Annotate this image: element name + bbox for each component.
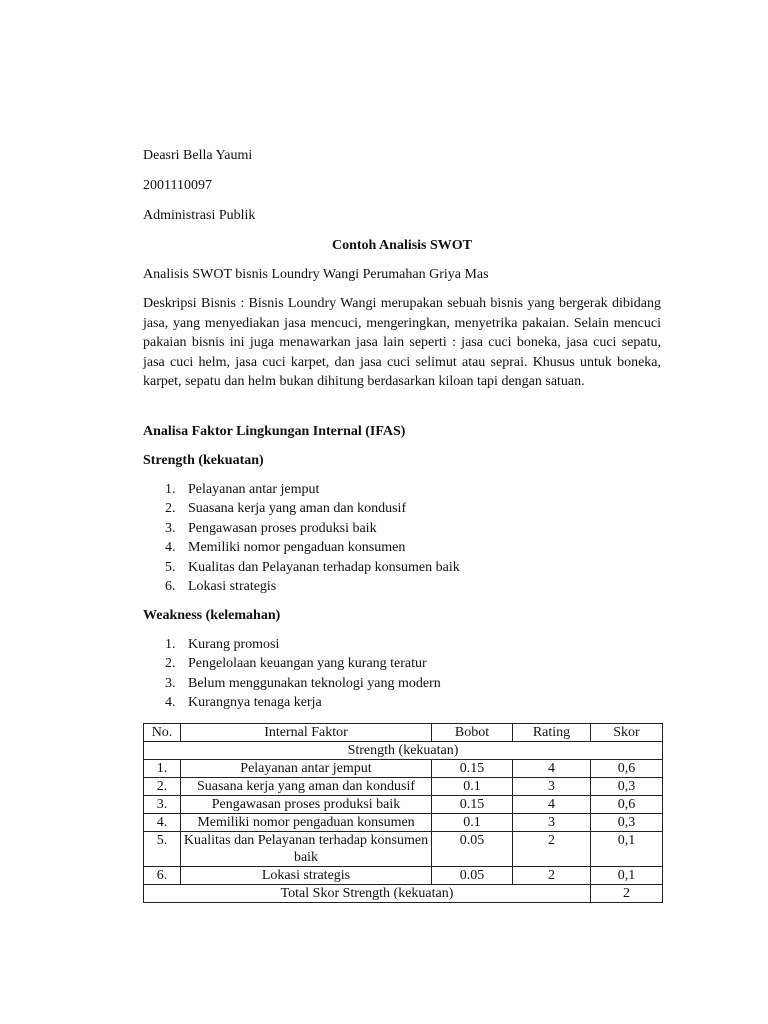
list-item: 3. Belum menggunakan teknologi yang modern (165, 675, 441, 691)
cell-bobot: 0.05 (432, 832, 513, 867)
cell-factor: Kualitas dan Pelayanan terhadap konsumen baik (181, 832, 432, 867)
list-item: 2. Suasana kerja yang aman dan kondusif (165, 501, 407, 517)
list-item: 1. Kurang promosi (165, 637, 280, 652)
list-item: 4. Kurangnya tenaga kerja (165, 695, 322, 711)
col-header-bobot: Bobot (432, 724, 513, 742)
col-header-no: No. (144, 724, 181, 742)
table-row (144, 814, 663, 832)
table-header-row (144, 724, 663, 742)
col-header-rating: Rating (513, 724, 591, 742)
ifas-table (143, 723, 663, 903)
col-header-factor: Internal Faktor (181, 724, 432, 742)
cell-factor: Memiliki nomor pengaduan konsumen (181, 814, 432, 832)
cell-rating: 2 (513, 867, 591, 885)
cell-no: 5. (144, 832, 181, 867)
cell-skor: 0,1 (591, 867, 663, 885)
cell-no: 6. (144, 867, 181, 885)
table-row (144, 867, 663, 885)
table-row (144, 832, 663, 867)
table-section-row (144, 742, 663, 760)
business-description: Deskripsi Bisnis : Bisnis Loundry Wangi merupakan sebuah bisnis yang bergerak dibidang jasa, yang menyediakan jasa mencuci, mengeringkan, menyetrika pakaian. Selain mencuci pakaian bisnis ini juga menawarkan jasa lain seperti : jasa cuci boneka, jasa cuci sepatu, jasa cuci helm, jasa cuci karpet, dan jasa cuci selimut atau seprai. Khusus untuk boneka, karpet, sepatu dan helm bukan dihitung berdasarkan kiloan tapi dengan satuan. (143, 296, 661, 389)
cell-skor: 0,6 (591, 760, 663, 778)
cell-rating: 4 (513, 760, 591, 778)
cell-rating: 3 (513, 814, 591, 832)
list-item: 5. Kualitas dan Pelayanan terhadap konsumen baik (165, 559, 460, 575)
table-total-row (144, 885, 663, 903)
cell-factor: Suasana kerja yang aman dan kondusif (181, 778, 432, 796)
list-item: 4. Memiliki nomor pengaduan konsumen (165, 540, 406, 556)
table-row (144, 796, 663, 814)
document-title: Contoh Analisis SWOT (331, 238, 473, 253)
cell-no: 4. (144, 814, 181, 832)
cell-factor: Lokasi strategis (181, 867, 432, 885)
weakness-list (143, 635, 661, 713)
total-value: 2 (591, 885, 663, 903)
weakness-heading: Weakness (kelemahan) (143, 608, 281, 623)
cell-rating: 2 (513, 832, 591, 867)
strength-heading: Strength (kekuatan) (143, 453, 264, 468)
table-row (144, 778, 663, 796)
cell-bobot: 0.1 (432, 778, 513, 796)
total-label: Total Skor Strength (kekuatan) (144, 885, 591, 903)
study-program: Administrasi Publik (143, 208, 256, 223)
list-item: 2. Pengelolaan keuangan yang kurang teratur (165, 656, 427, 672)
cell-rating: 3 (513, 778, 591, 796)
table-row (144, 760, 663, 778)
cell-skor: 0,3 (591, 814, 663, 832)
cell-rating: 4 (513, 796, 591, 814)
cell-no: 2. (144, 778, 181, 796)
cell-no: 1. (144, 760, 181, 778)
strength-list (143, 480, 661, 596)
cell-skor: 0,1 (591, 832, 663, 867)
student-id: 2001110097 (143, 178, 212, 193)
cell-factor: Pelayanan antar jemput (181, 760, 432, 778)
col-header-skor: Skor (591, 724, 663, 742)
cell-factor: Pengawasan proses produksi baik (181, 796, 432, 814)
cell-skor: 0,6 (591, 796, 663, 814)
document-subtitle: Analisis SWOT bisnis Loundry Wangi Perumahan Griya Mas (143, 267, 489, 282)
section-label: Strength (kekuatan) (144, 742, 663, 760)
cell-bobot: 0.15 (432, 796, 513, 814)
ifas-heading: Analisa Faktor Lingkungan Internal (IFAS) (143, 424, 406, 439)
list-item: 3. Pengawasan proses produksi baik (165, 520, 377, 536)
cell-no: 3. (144, 796, 181, 814)
author-name: Deasri Bella Yaumi (143, 148, 253, 163)
cell-skor: 0,3 (591, 778, 663, 796)
list-item: 6. Lokasi strategis (165, 579, 277, 595)
cell-bobot: 0.05 (432, 867, 513, 885)
cell-bobot: 0.15 (432, 760, 513, 778)
cell-bobot: 0.1 (432, 814, 513, 832)
list-item: 1. Pelayanan antar jemput (165, 482, 320, 497)
